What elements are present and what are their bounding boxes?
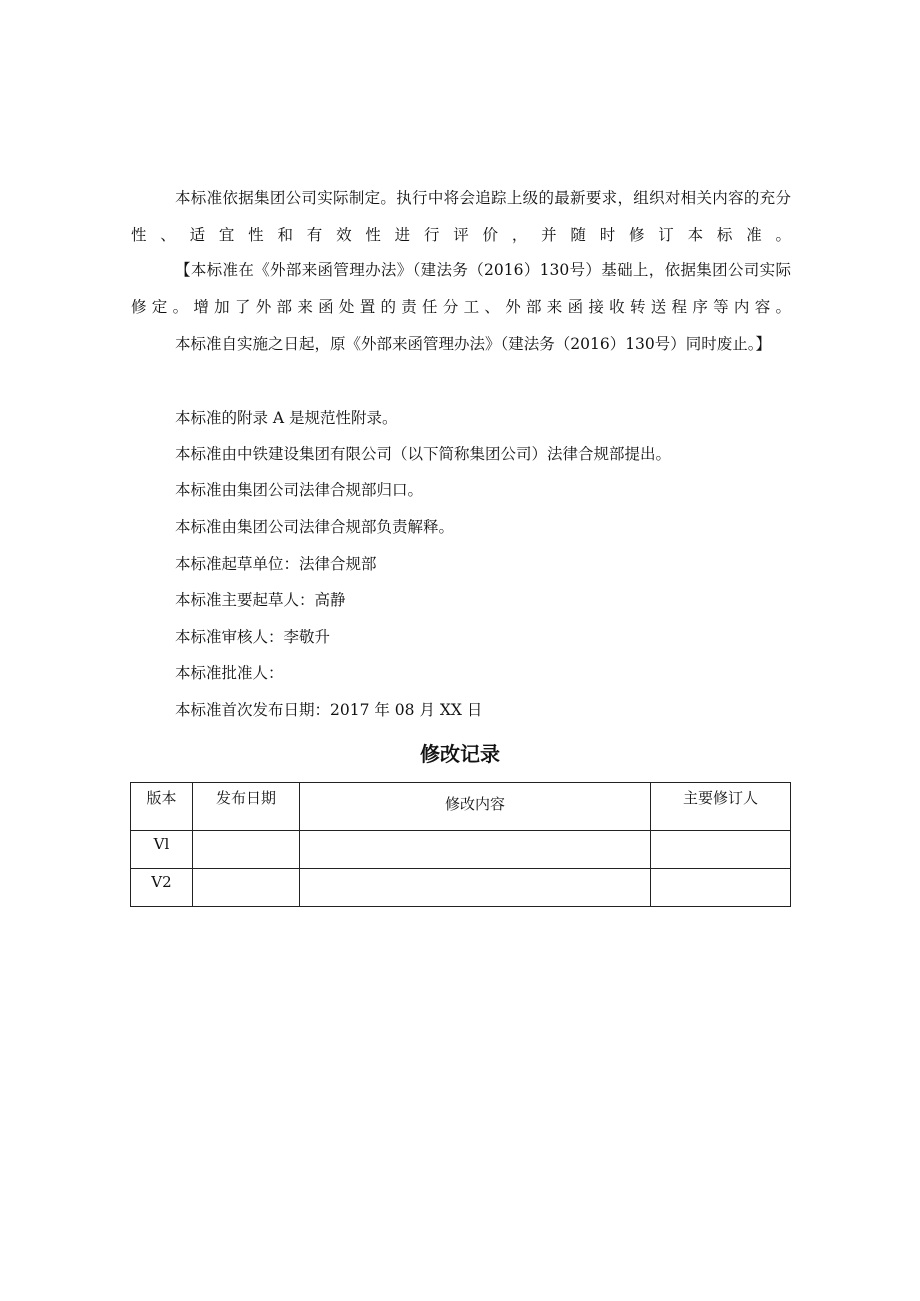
table-row: [131, 869, 791, 907]
cell-release-date: [193, 869, 300, 907]
header-release-date: 发布日期: [193, 783, 300, 831]
line-first-release-date: 本标准首次发布日期：2017 年 08 月 XX 日: [175, 701, 483, 719]
cell-revision-content: [300, 869, 651, 907]
revision-record-table: [130, 782, 791, 907]
revision-record-title: 修改记录: [420, 742, 500, 766]
table-row: [131, 831, 791, 869]
header-version: 版本: [131, 783, 193, 831]
line-approver: 本标准批准人：: [175, 664, 284, 682]
line-interpretation: 本标准由集团公司法律合规部负责解释。: [175, 518, 455, 536]
cell-version: Vl: [131, 831, 193, 869]
line-main-drafter: 本标准主要起草人：高静: [175, 591, 346, 609]
line-reviewer: 本标准审核人：李敬升: [175, 628, 331, 646]
paragraph-supersede: 本标准自实施之日起，原《外部来函管理办法》（建法务（2016）130号）同时废止。】: [175, 335, 772, 353]
cell-release-date: [193, 831, 300, 869]
header-main-reviser: 主要修订人: [651, 783, 791, 831]
cell-version: V2: [131, 869, 193, 907]
table-header-row: [131, 783, 791, 831]
header-revision-content: 修改内容: [300, 783, 651, 831]
cell-revision-content: [300, 831, 651, 869]
paragraph-basis: 本标准依据集团公司实际制定。执行中将会追踪上级的最新要求，组织对相关内容的充分性、适宜性和有效性进行评价，并随时修订本标准。: [131, 189, 791, 244]
cell-main-reviser: [651, 831, 791, 869]
line-centralized: 本标准由集团公司法律合规部归口。: [175, 481, 424, 499]
cell-main-reviser: [651, 869, 791, 907]
line-proposer: 本标准由中铁建设集团有限公司（以下简称集团公司）法律合规部提出。: [175, 445, 672, 463]
paragraph-revision-basis: 【本标准在《外部来函管理办法》（建法务（2016）130号）基础上，依据集团公司实际修定。增加了外部来函处置的责任分工、外部来函接收转送程序等内容。: [131, 261, 791, 316]
line-appendix: 本标准的附录 A 是规范性附录。: [175, 409, 398, 427]
line-drafting-unit: 本标准起草单位：法律合规部: [175, 555, 377, 573]
